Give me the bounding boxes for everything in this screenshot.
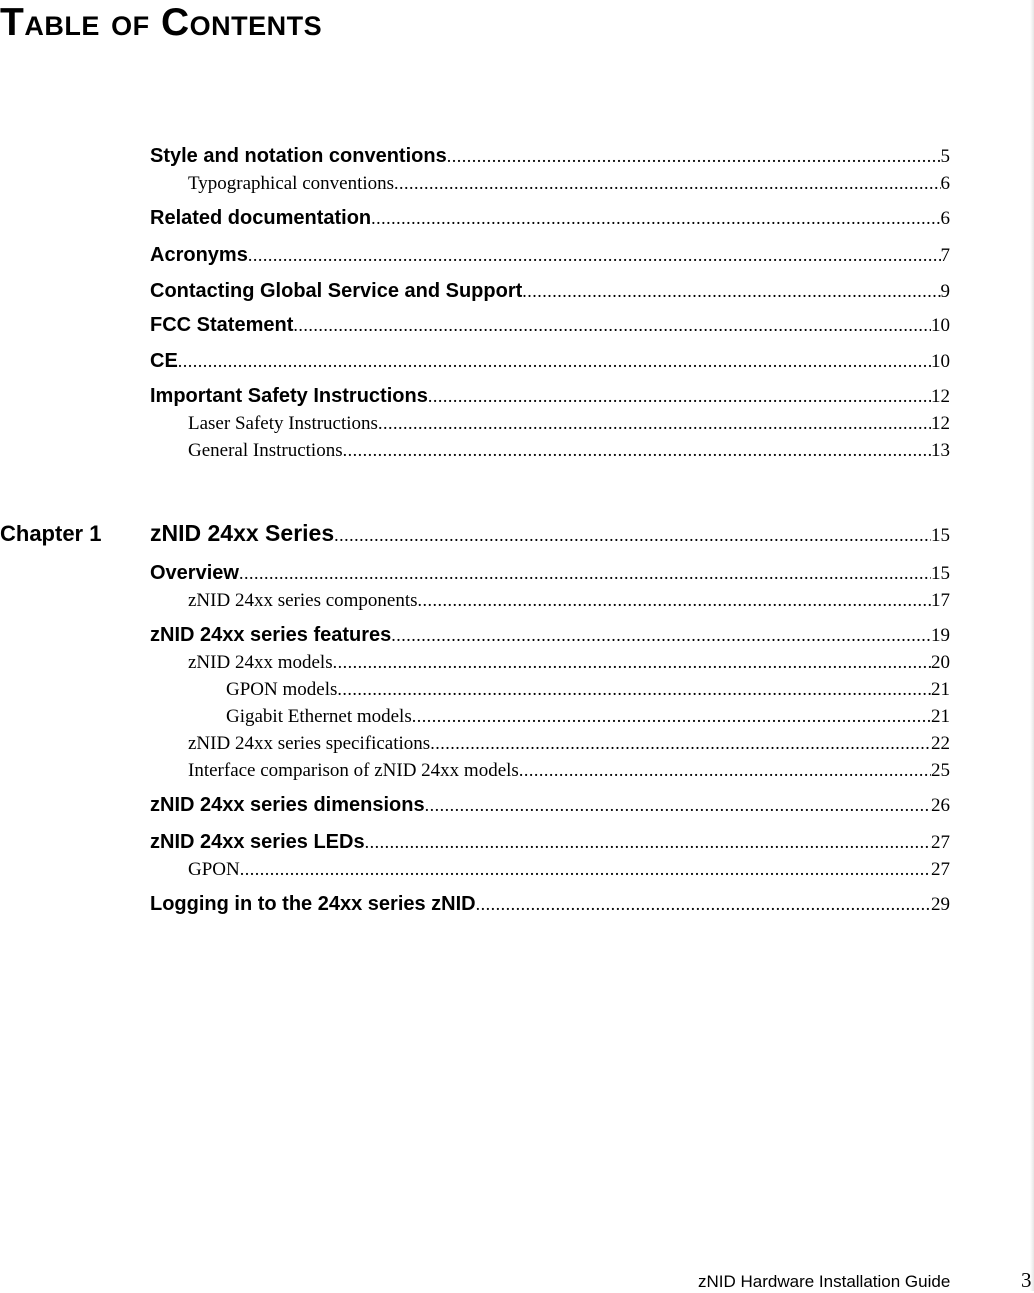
toc-entry-general-instructions[interactable] [188, 440, 950, 468]
toc-entry-page: 27 [931, 859, 950, 880]
dot-leader [293, 315, 931, 336]
dot-leader [178, 351, 931, 372]
toc-entry-models[interactable] [188, 652, 950, 680]
toc-entry-page: 10 [931, 315, 950, 336]
toc-entry-page: 15 [931, 563, 950, 584]
toc-entry-title: Typographical conventions [188, 173, 395, 194]
toc-entry-page: 13 [931, 440, 950, 461]
toc-entry-safety-instructions[interactable] [150, 385, 950, 413]
toc-entry-chapter-title[interactable] [150, 520, 950, 552]
dot-leader [391, 625, 931, 646]
dot-leader [412, 706, 931, 727]
chapter-label: Chapter 1 [0, 521, 102, 546]
toc-entry-title: FCC Statement [150, 314, 294, 336]
dot-leader [378, 413, 931, 434]
dot-leader [428, 386, 931, 407]
toc-entry-title: Interface comparison of zNID 24xx models [188, 760, 519, 781]
toc-entry-related-documentation[interactable] [150, 207, 950, 235]
toc-entry-title: Acronyms [150, 244, 248, 266]
dot-leader [239, 563, 931, 584]
footer-guide-title: zNID Hardware Installation Guide [698, 1272, 951, 1291]
toc-entry-gpon[interactable] [188, 859, 950, 887]
toc-entry-title: Gigabit Ethernet models [226, 706, 412, 727]
toc-entry-title: GPON [188, 859, 240, 880]
dot-leader [337, 679, 931, 700]
toc-entry-series-components[interactable] [188, 590, 950, 618]
toc-entry-style-conventions[interactable] [150, 145, 950, 173]
toc-entry-page: 12 [931, 413, 950, 434]
toc-entry-title: CE [150, 350, 178, 372]
toc-entry-ce[interactable] [150, 350, 950, 378]
toc-entry-page: 21 [931, 679, 950, 700]
toc-entry-page: 6 [940, 208, 950, 229]
toc-entry-laser-safety[interactable] [188, 413, 950, 441]
toc-entry-page: 10 [931, 351, 950, 372]
toc-entry-title: zNID 24xx series specifications [188, 733, 431, 754]
dot-leader [394, 173, 940, 194]
toc-entry-title: Overview [150, 562, 239, 584]
toc-entry-title: Laser Safety Instructions [188, 413, 378, 434]
toc-entry-series-dimensions[interactable] [150, 794, 950, 822]
toc-entry-title: zNID 24xx series features [150, 624, 392, 646]
dot-leader [447, 146, 941, 167]
toc-entry-title: Important Safety Instructions [150, 385, 428, 407]
toc-entry-contacting-support[interactable] [150, 280, 950, 308]
page-title: Table of Contents [0, 1, 323, 44]
dot-leader [522, 281, 940, 302]
toc-entry-gigabit-ethernet-models[interactable] [226, 706, 950, 734]
toc-entry-page: 27 [931, 832, 950, 853]
toc-entry-interface-comparison[interactable] [188, 760, 950, 788]
toc-entry-title: zNID 24xx series dimensions [150, 794, 425, 816]
toc-entry-gpon-models[interactable] [226, 679, 950, 707]
toc-entry-overview[interactable] [150, 562, 950, 590]
dot-leader [425, 795, 931, 816]
dot-leader [334, 525, 931, 546]
toc-entry-title: zNID 24xx series LEDs [150, 831, 365, 853]
toc-entry-series-leds[interactable] [150, 831, 950, 859]
toc-entry-typographical-conventions[interactable] [188, 173, 950, 201]
toc-entry-page: 17 [931, 590, 950, 611]
toc-entry-page: 21 [931, 706, 950, 727]
toc-entry-page: 15 [931, 525, 950, 546]
toc-entry-page: 5 [940, 146, 950, 167]
toc-entry-page: 7 [940, 245, 950, 266]
toc-entry-page: 25 [931, 760, 950, 781]
toc-entry-series-features[interactable] [150, 624, 950, 652]
toc-entry-title: zNID 24xx series components [188, 590, 418, 611]
toc-entry-title: GPON models [226, 679, 338, 700]
toc-entry-title: zNID 24xx models [188, 652, 333, 673]
dot-leader [240, 859, 931, 880]
toc-entry-page: 9 [940, 281, 950, 302]
toc-entry-title: Style and notation conventions [150, 145, 447, 167]
toc-entry-page: 6 [940, 173, 950, 194]
toc-entry-title: Related documentation [150, 207, 372, 229]
toc-entry-title: General Instructions [188, 440, 343, 461]
toc-entry-page: 26 [931, 795, 950, 816]
dot-leader [248, 245, 941, 266]
toc-entry-page: 12 [931, 386, 950, 407]
dot-leader [371, 208, 940, 229]
toc-entry-logging-in[interactable] [150, 893, 950, 921]
dot-leader [418, 590, 931, 611]
dot-leader [430, 733, 931, 754]
dot-leader [333, 652, 931, 673]
toc-entry-title: zNID 24xx Series [150, 520, 335, 546]
dot-leader [343, 440, 931, 461]
dot-leader [476, 894, 931, 915]
toc-entry-title: Contacting Global Service and Support [150, 280, 523, 302]
dot-leader [519, 760, 931, 781]
dot-leader [365, 832, 931, 853]
toc-entry-page: 22 [931, 733, 950, 754]
toc-entry-page: 20 [931, 652, 950, 673]
toc-entry-page: 29 [931, 894, 950, 915]
toc-entry-title: Logging in to the 24xx series zNID [150, 893, 476, 915]
toc-entry-acronyms[interactable] [150, 244, 950, 272]
toc-entry-fcc-statement[interactable] [150, 314, 950, 342]
page-edge-shadow [1030, 0, 1034, 1291]
toc-entry-specifications[interactable] [188, 733, 950, 761]
footer-page-number: 3 [1021, 1268, 1032, 1292]
toc-entry-page: 19 [931, 625, 950, 646]
